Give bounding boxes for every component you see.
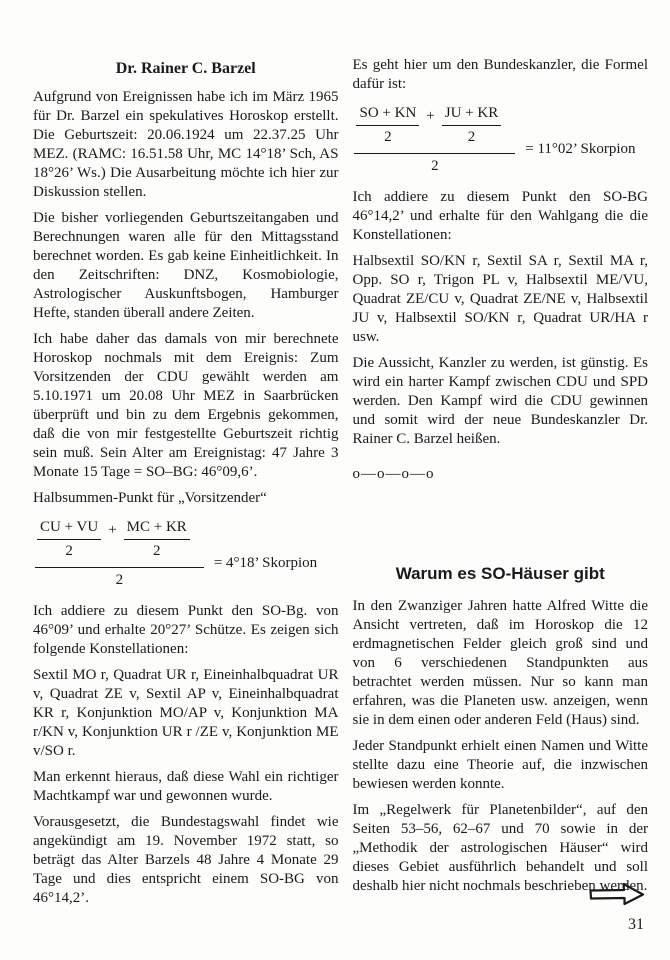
fraction-denominator: 2 xyxy=(152,543,161,559)
fraction-numerator: JU + KR xyxy=(442,104,501,126)
paragraph: Es geht hier um den Bundeskanzler, die Formel dafür ist: xyxy=(352,57,648,92)
left-column xyxy=(33,56,338,915)
right-column xyxy=(352,56,648,915)
paragraph: Ich addiere zu diesem Punkt den SO-Bg. von 46°09’ und erhalte 20°27’ Schütze. Es zeigen sich folgende Konstellationen: xyxy=(33,603,339,657)
fraction-denominator: 2 xyxy=(384,129,392,145)
paragraph: Ich habe daher das damals von mir berechnete Horoskop nochmals mit dem Ereignis: Zum Vorsitzenden der CDU gewählt werden am 5.10.1971 um 20.08 Uhr MEZ in Saarbrücken überprüft und bin zu dem Ergebnis gekommen, daß die von mir festgestellte Geburtszeit richtig sein muß. Sein Alter am Ereignistag: 47 Jahre 3 Monate 15 Tage = SO–BG: 46°09,6’. xyxy=(33,331,339,480)
fraction-denominator: 2 xyxy=(65,543,73,559)
plus-sign: + xyxy=(426,108,435,124)
formula-numerator xyxy=(354,104,515,154)
midpoint-formula-vorsitzender xyxy=(35,518,338,590)
section-title: Warum es SO-Häuser gibt xyxy=(395,564,605,583)
fraction-numerator: CU + VU xyxy=(37,518,101,540)
page-turn-arrow-icon xyxy=(588,882,646,906)
midpoint-formula-bundeskanzler xyxy=(354,104,648,176)
paragraph: Die bisher vorliegenden Geburtszeitangaben und Berechnungen waren alle für den Mittagsstand berechnet worden. Es gab keine Einheitlichkeit. In den Zeitschriften: DNZ, Kosmobiologie, Astrologischer Auskunftsbogen, Hamburger Hefte, standen überall andere Zeiten. xyxy=(33,210,339,321)
paragraph: Im „Regelwerk für Planetenbilder“, auf den Seiten 53–56, 62–67 und 70 sowie in der „Methodik der astrologischen Häuser“ wird dieses Gebiet ausführlich behandelt und soll deshalb hier nicht nochmals beschrieben werden. xyxy=(352,802,648,894)
paragraph: Aufgrund von Ereignissen habe ich im März 1965 für Dr. Barzel ein spekulatives Horoskop erstellt. Die Geburtszeit: 20.06.1924 um 22.37.25 Uhr MEZ. (RAMC: 16.51.58 Uhr, MC 14°18’ Sch, AS 18°26’ Ws.) Die Ausarbeitung möchte ich hier zur Diskussion stellen. xyxy=(33,89,339,200)
paragraph: Sextil MO r, Quadrat UR r, Eineinhalbquadrat UR v, Quadrat ZE v, Sextil AP v, Eineinhalbquadrat KR r, Konjunktion MO/AP v, Konjunktion MA r/KN v, Konjunktion UR r /ZE v, Konjunktion ME v/SO r. xyxy=(33,667,339,759)
paragraph: In den Zwanziger Jahren hatte Alfred Witte die Ansicht vertreten, daß im Horoskop die 12 erdmagnetischen Felder gleich groß sind und von 6 verschiedenen Standpunkten aus betrachtet werden müssen. Nur so kann man erfahren, was die Planeten usw. anzeigen, wenn sie in dem einen oder anderen Feld (Haus) sind. xyxy=(352,598,648,728)
outer-denominator: 2 xyxy=(431,158,439,174)
section-separator: o—o—o—o xyxy=(352,466,435,482)
fraction-denominator: 2 xyxy=(467,129,476,145)
paragraph: Die Aussicht, Kanzler zu werden, ist günstig. Es wird ein harter Kampf zwischen CDU und SPD werden. Den Kampf wird die CDU gewinnen und somit wird der neue Bundeskanzler Dr. Rainer C. Barzel heißen. xyxy=(352,355,648,447)
article-title: Dr. Rainer C. Barzel xyxy=(115,60,256,77)
paragraph: Ich addiere zu diesem Punkt den SO-BG 46°14,2’ und erhalte für den Wahlgang die die Konstellationen: xyxy=(352,189,648,243)
paragraph: Vorausgesetzt, die Bundestagswahl findet wie angekündigt am 19. November 1972 statt, so beträgt das Alter Barzels 48 Jahre 4 Monate 29 Tage und dies entspricht einem SO-BG von 46°14,2’. xyxy=(33,814,339,906)
paragraph: Man erkennt hieraus, daß diese Wahl ein richtiger Machtkampf war und gewonnen wurde. xyxy=(33,769,339,804)
paragraph: Halbsextil SO/KN r, Sextil SA r, Sextil MA r, Opp. SO r, Trigon PL v, Halbsextil ME/VU, Quadrat ZE/CU v, Quadrat ZE/NE v, Halbsextil JU v, Halbsextil SO/KN r, Quadrat UR/HA r usw. xyxy=(352,253,648,345)
inner-fraction-2 xyxy=(124,518,190,561)
plus-sign: + xyxy=(108,522,117,538)
inner-fraction-2 xyxy=(442,104,501,147)
formula-result: = 4°18’ Skorpion xyxy=(213,554,318,571)
two-column-layout xyxy=(33,56,648,915)
formula-fraction xyxy=(35,518,204,590)
paragraph: Jeder Standpunkt erhielt einen Namen und Witte stellte dazu eine Theorie auf, die inzwischen bewiesen werden konnte. xyxy=(352,738,648,792)
inner-fraction-1 xyxy=(37,518,101,561)
halbsummen-label: Halbsummen-Punkt für „Vorsitzender“ xyxy=(33,490,267,506)
formula-numerator xyxy=(35,518,204,568)
fraction-numerator: SO + KN xyxy=(356,104,419,126)
outer-denominator: 2 xyxy=(115,572,124,588)
inner-fraction-1 xyxy=(356,104,419,147)
fraction-numerator: MC + KR xyxy=(124,518,190,540)
page-number: 31 xyxy=(628,916,644,933)
formula-fraction xyxy=(354,104,515,176)
formula-result: = 11°02’ Skorpion xyxy=(525,140,636,157)
